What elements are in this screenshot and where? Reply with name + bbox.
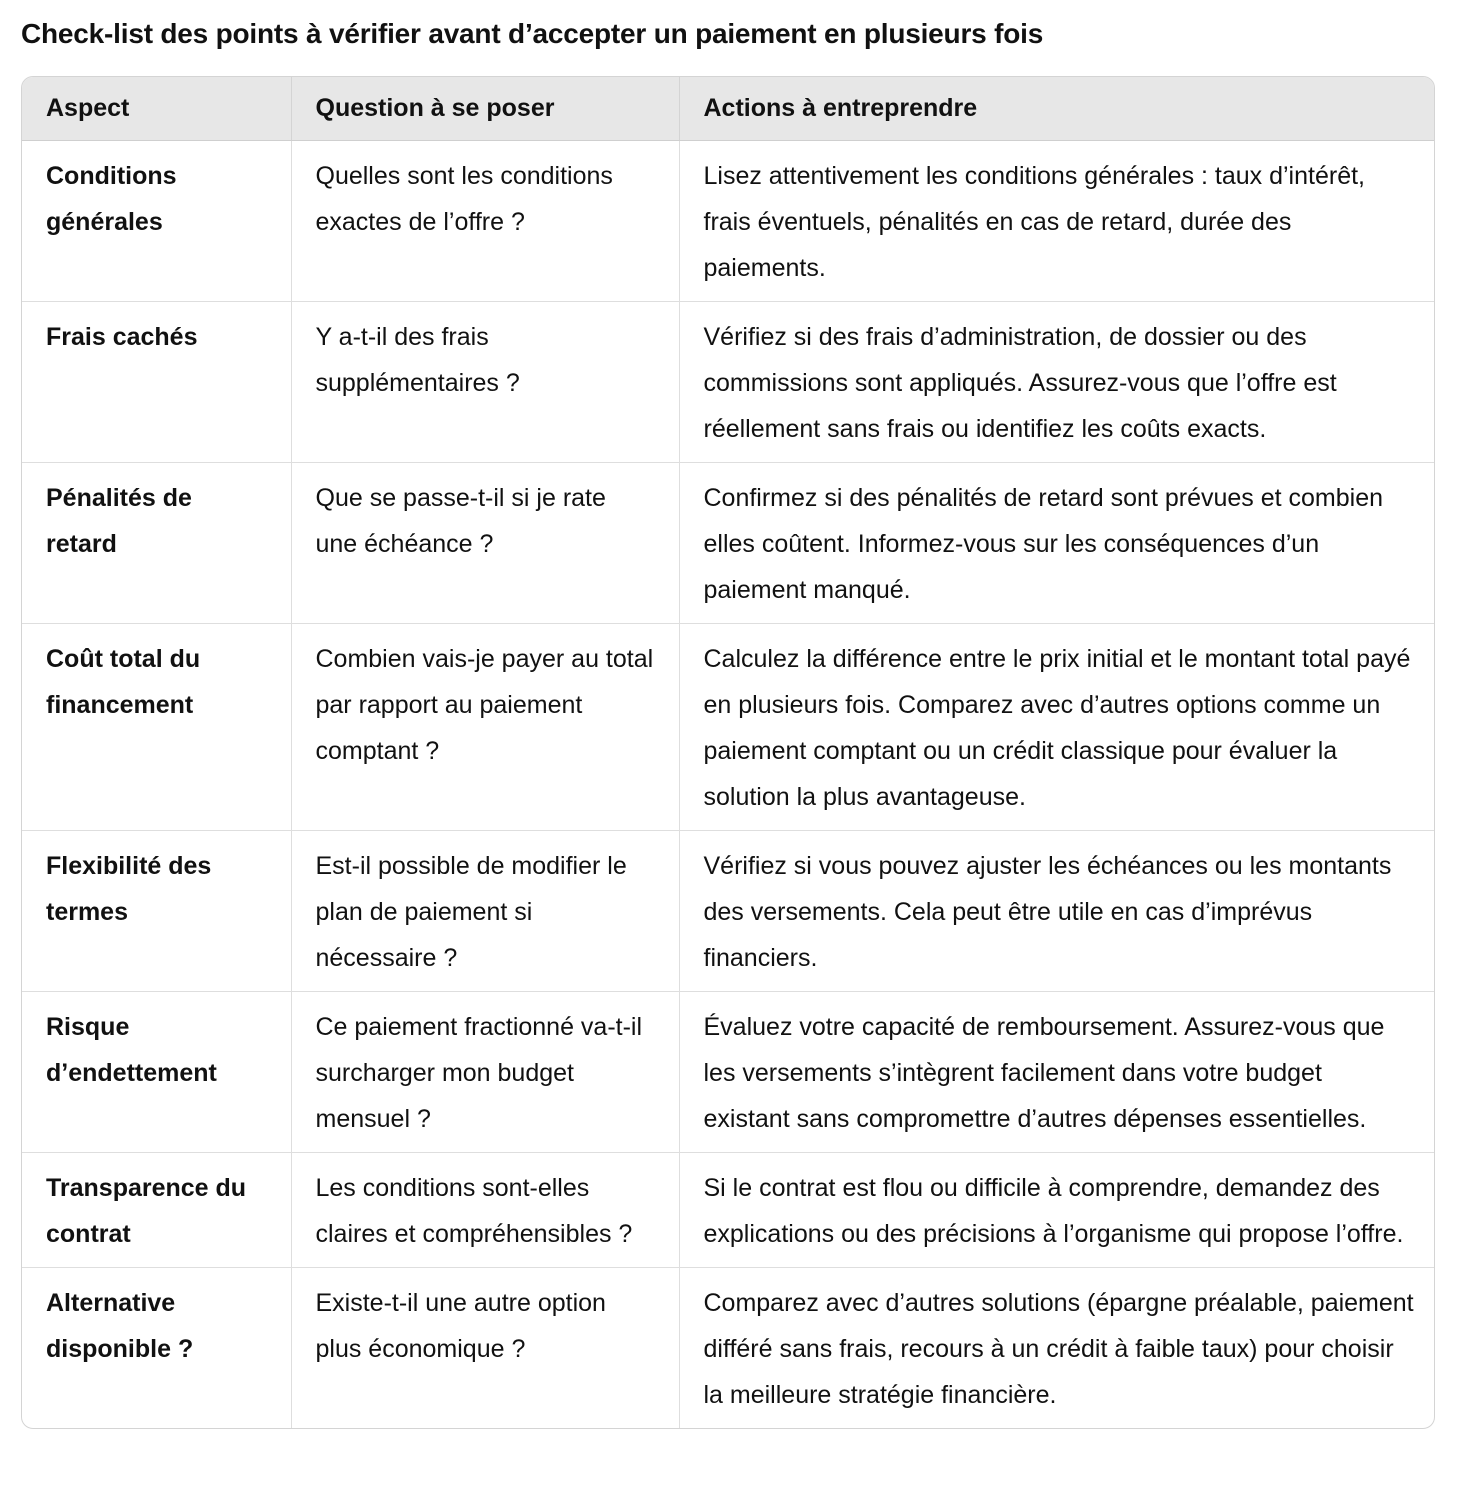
cell-question: Combien vais-je payer au total par rapport au paiement comptant ? [291,623,679,830]
cell-action: Lisez attentivement les conditions générales : taux d’intérêt, frais éventuels, pénalités en cas de retard, durée des paiements. [703,161,1365,282]
page-title: Check-list des points à vérifier avant d’accepter un paiement en plusieurs fois [21,18,1044,49]
cell-question: Existe-t-il une autre option plus économique ? [291,1267,679,1428]
table-row [22,462,1434,623]
cell-aspect: Frais cachés [22,301,291,462]
cell-question: Que se passe-t-il si je rate une échéance ? [291,462,679,623]
header-aspect: Aspect [22,77,291,140]
table-row [22,1267,1434,1428]
cell-aspect: Pénalités de retard [22,462,291,623]
table-row [22,991,1434,1152]
cell-aspect: Alternative disponible ? [22,1267,291,1428]
cell-action: Calculez la différence entre le prix initial et le montant total payé en plusieurs fois. Comparez avec d’autres options comme un paiement comptant ou un crédit classique pour évaluer la solution la plus avantageuse. [679,623,1434,830]
cell-question: Quelles sont les conditions exactes de l’offre ? [291,140,679,301]
cell-aspect: Transparence du contrat [22,1152,291,1267]
cell-question: Les conditions sont-elles claires et compréhensibles ? [291,1152,679,1267]
header-actions: Actions à entreprendre [679,77,1434,140]
cell-action: Comparez avec d’autres solutions (épargne préalable, paiement différé sans frais, recours à un crédit à faible taux) pour choisir la meilleure stratégie financière. [679,1267,1434,1428]
cell-aspect: Risque d’endettement [22,991,291,1152]
cell-question: Est-il possible de modifier le plan de paiement si nécessaire ? [291,830,679,991]
cell-aspect: Conditions générales [22,140,291,301]
cell-action: Vérifiez si des frais d’administration, de dossier ou des commissions sont appliqués. Assurez-vous que l’offre est réellement sans frais ou identifiez les coûts exacts. [679,301,1434,462]
cell-aspect: Flexibilité des termes [22,830,291,991]
header-question: Question à se poser [291,77,679,140]
table-row [22,140,1434,301]
cell-action: Si le contrat est flou ou difficile à comprendre, demandez des explications ou des précisions à l’organisme qui propose l’offre. [679,1152,1434,1267]
table-row [22,1152,1434,1267]
checklist-table-container [21,76,1435,1429]
table-row [22,623,1434,830]
table-header-row [22,77,1434,140]
table-row [22,301,1434,462]
table-row [22,830,1434,991]
cell-action: Confirmez si des pénalités de retard sont prévues et combien elles coûtent. Informez-vous sur les conséquences d’un paiement manqué. [679,462,1434,623]
cell-action: Vérifiez si vous pouvez ajuster les échéances ou les montants des versements. Cela peut être utile en cas d’imprévus financiers. [679,830,1434,991]
cell-question: Y a-t-il des frais supplémentaires ? [291,301,679,462]
cell-question: Ce paiement fractionné va-t-il surcharger mon budget mensuel ? [291,991,679,1152]
cell-action: Évaluez votre capacité de remboursement. Assurez-vous que les versements s’intègrent facilement dans votre budget existant sans compromettre d’autres dépenses essentielles. [679,991,1434,1152]
checklist-table [22,77,1434,1428]
cell-aspect: Coût total du financement [22,623,291,830]
